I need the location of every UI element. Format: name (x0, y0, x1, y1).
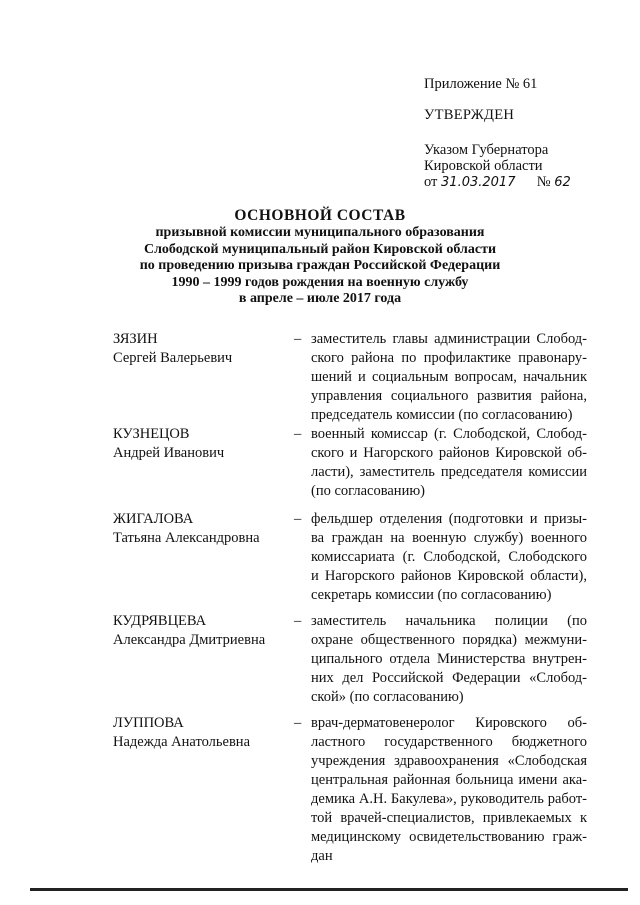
role-line: шений и социальным вопросам, начальник (311, 369, 587, 385)
role-line: ской» (по согласованию) (311, 689, 464, 705)
member-role (311, 612, 587, 707)
member-name (113, 612, 288, 650)
member-surname: ЛУППОВА (113, 715, 184, 731)
member-surname: КУЗНЕЦОВ (113, 426, 190, 442)
number-prefix: № (536, 174, 551, 190)
member-given-name: Сергей Валерьевич (113, 350, 233, 366)
page-bottom-rule (30, 888, 628, 891)
member-role (311, 510, 587, 605)
role-line: (по согласованию) (311, 483, 425, 499)
role-line: управления социального развития района, (311, 388, 587, 404)
role-line: охране общественного порядка) межмуни- (311, 632, 587, 648)
title-line-4: по проведению призыва граждан Российской Федерации (139, 258, 501, 274)
approved-stamp: УТВЕРЖДЕН (424, 107, 515, 123)
member-role (311, 330, 587, 425)
member-given-name: Андрей Иванович (113, 445, 225, 461)
member-surname: ЗЯЗИН (113, 331, 158, 347)
document-title (0, 208, 640, 307)
role-line: заместитель начальника полиции (по (311, 613, 587, 629)
member-role (311, 425, 587, 501)
member-given-name: Татьяна Александровна (113, 530, 260, 546)
role-line: председатель комиссии (по согласованию) (311, 407, 573, 423)
role-line: ципального отдела Министерства внутрен- (311, 651, 587, 667)
role-line: ва граждан на военную службу) военного (311, 530, 587, 546)
date-prefix: от (424, 174, 438, 190)
role-line: заместитель главы администрации Слобод- (311, 331, 587, 347)
member-given-name: Александра Дмитриевна (113, 632, 266, 648)
title-line-3: Слободской муниципальный район Кировской области (143, 241, 497, 257)
member-name (113, 510, 288, 548)
role-line: и Нагорского районов Кировской области), (311, 568, 587, 584)
decree-line-2: Кировской области (424, 158, 543, 174)
annex-number: Приложение № 61 (424, 76, 538, 92)
date-value: 31.03.2017 (441, 175, 516, 190)
role-line: секретарь комиссии (по согласованию) (311, 587, 552, 603)
dash-separator: – (294, 613, 302, 629)
title-line-2: призывной комиссии муниципального образования (155, 225, 485, 241)
dash-separator: – (294, 426, 302, 442)
role-line: них дел Российской Федерации «Слобод- (311, 670, 587, 686)
dash-separator: – (294, 331, 302, 347)
member-surname: КУДРЯВЦЕВА (113, 613, 207, 629)
dash-separator: – (294, 715, 302, 731)
role-line: ского района по профилактике правонару- (311, 350, 587, 366)
role-line: медицинскому освидетельствованию граж- (311, 829, 587, 845)
role-line: дан (311, 848, 333, 864)
role-line: ского и Нагорского районов Кировской об- (311, 445, 587, 461)
role-line: той врачей-специалистов, привлекаемых к (311, 810, 587, 826)
member-surname: ЖИГАЛОВА (113, 511, 194, 527)
title-line-5: 1990 – 1999 годов рождения на военную службу (171, 274, 469, 290)
member-role (311, 714, 587, 866)
title-line-6: в апреле – июле 2017 года (238, 291, 402, 307)
title-line-1: ОСНОВНОЙ СОСТАВ (234, 207, 406, 224)
number-value: 62 (554, 175, 571, 190)
decree-reference (424, 142, 614, 191)
member-given-name: Надежда Анатольевна (113, 734, 250, 750)
role-line: ластного государственного бюджетного (311, 734, 587, 750)
role-line: военный комиссар (г. Слободской, Слобод- (311, 426, 587, 442)
dash-separator: – (294, 511, 302, 527)
role-line: демика А.Н. Бакулева», руководитель работ- (311, 791, 587, 807)
role-line: фельдшер отделения (подготовки и призы- (311, 511, 587, 527)
role-line: комиссариата (г. Слободской, Слободского (311, 549, 587, 565)
member-name (113, 425, 288, 463)
role-line: учреждения здравоохранения «Слободская (311, 753, 587, 769)
role-line: центральная районная больница имени ака- (311, 772, 587, 788)
role-line: врач-дерматовенеролог Кировского об- (311, 715, 587, 731)
decree-date-line (424, 174, 614, 191)
role-line: ласти), заместитель председателя комиссии (311, 464, 587, 480)
member-name (113, 330, 288, 368)
member-name (113, 714, 288, 752)
decree-line-1: Указом Губернатора (424, 142, 549, 158)
